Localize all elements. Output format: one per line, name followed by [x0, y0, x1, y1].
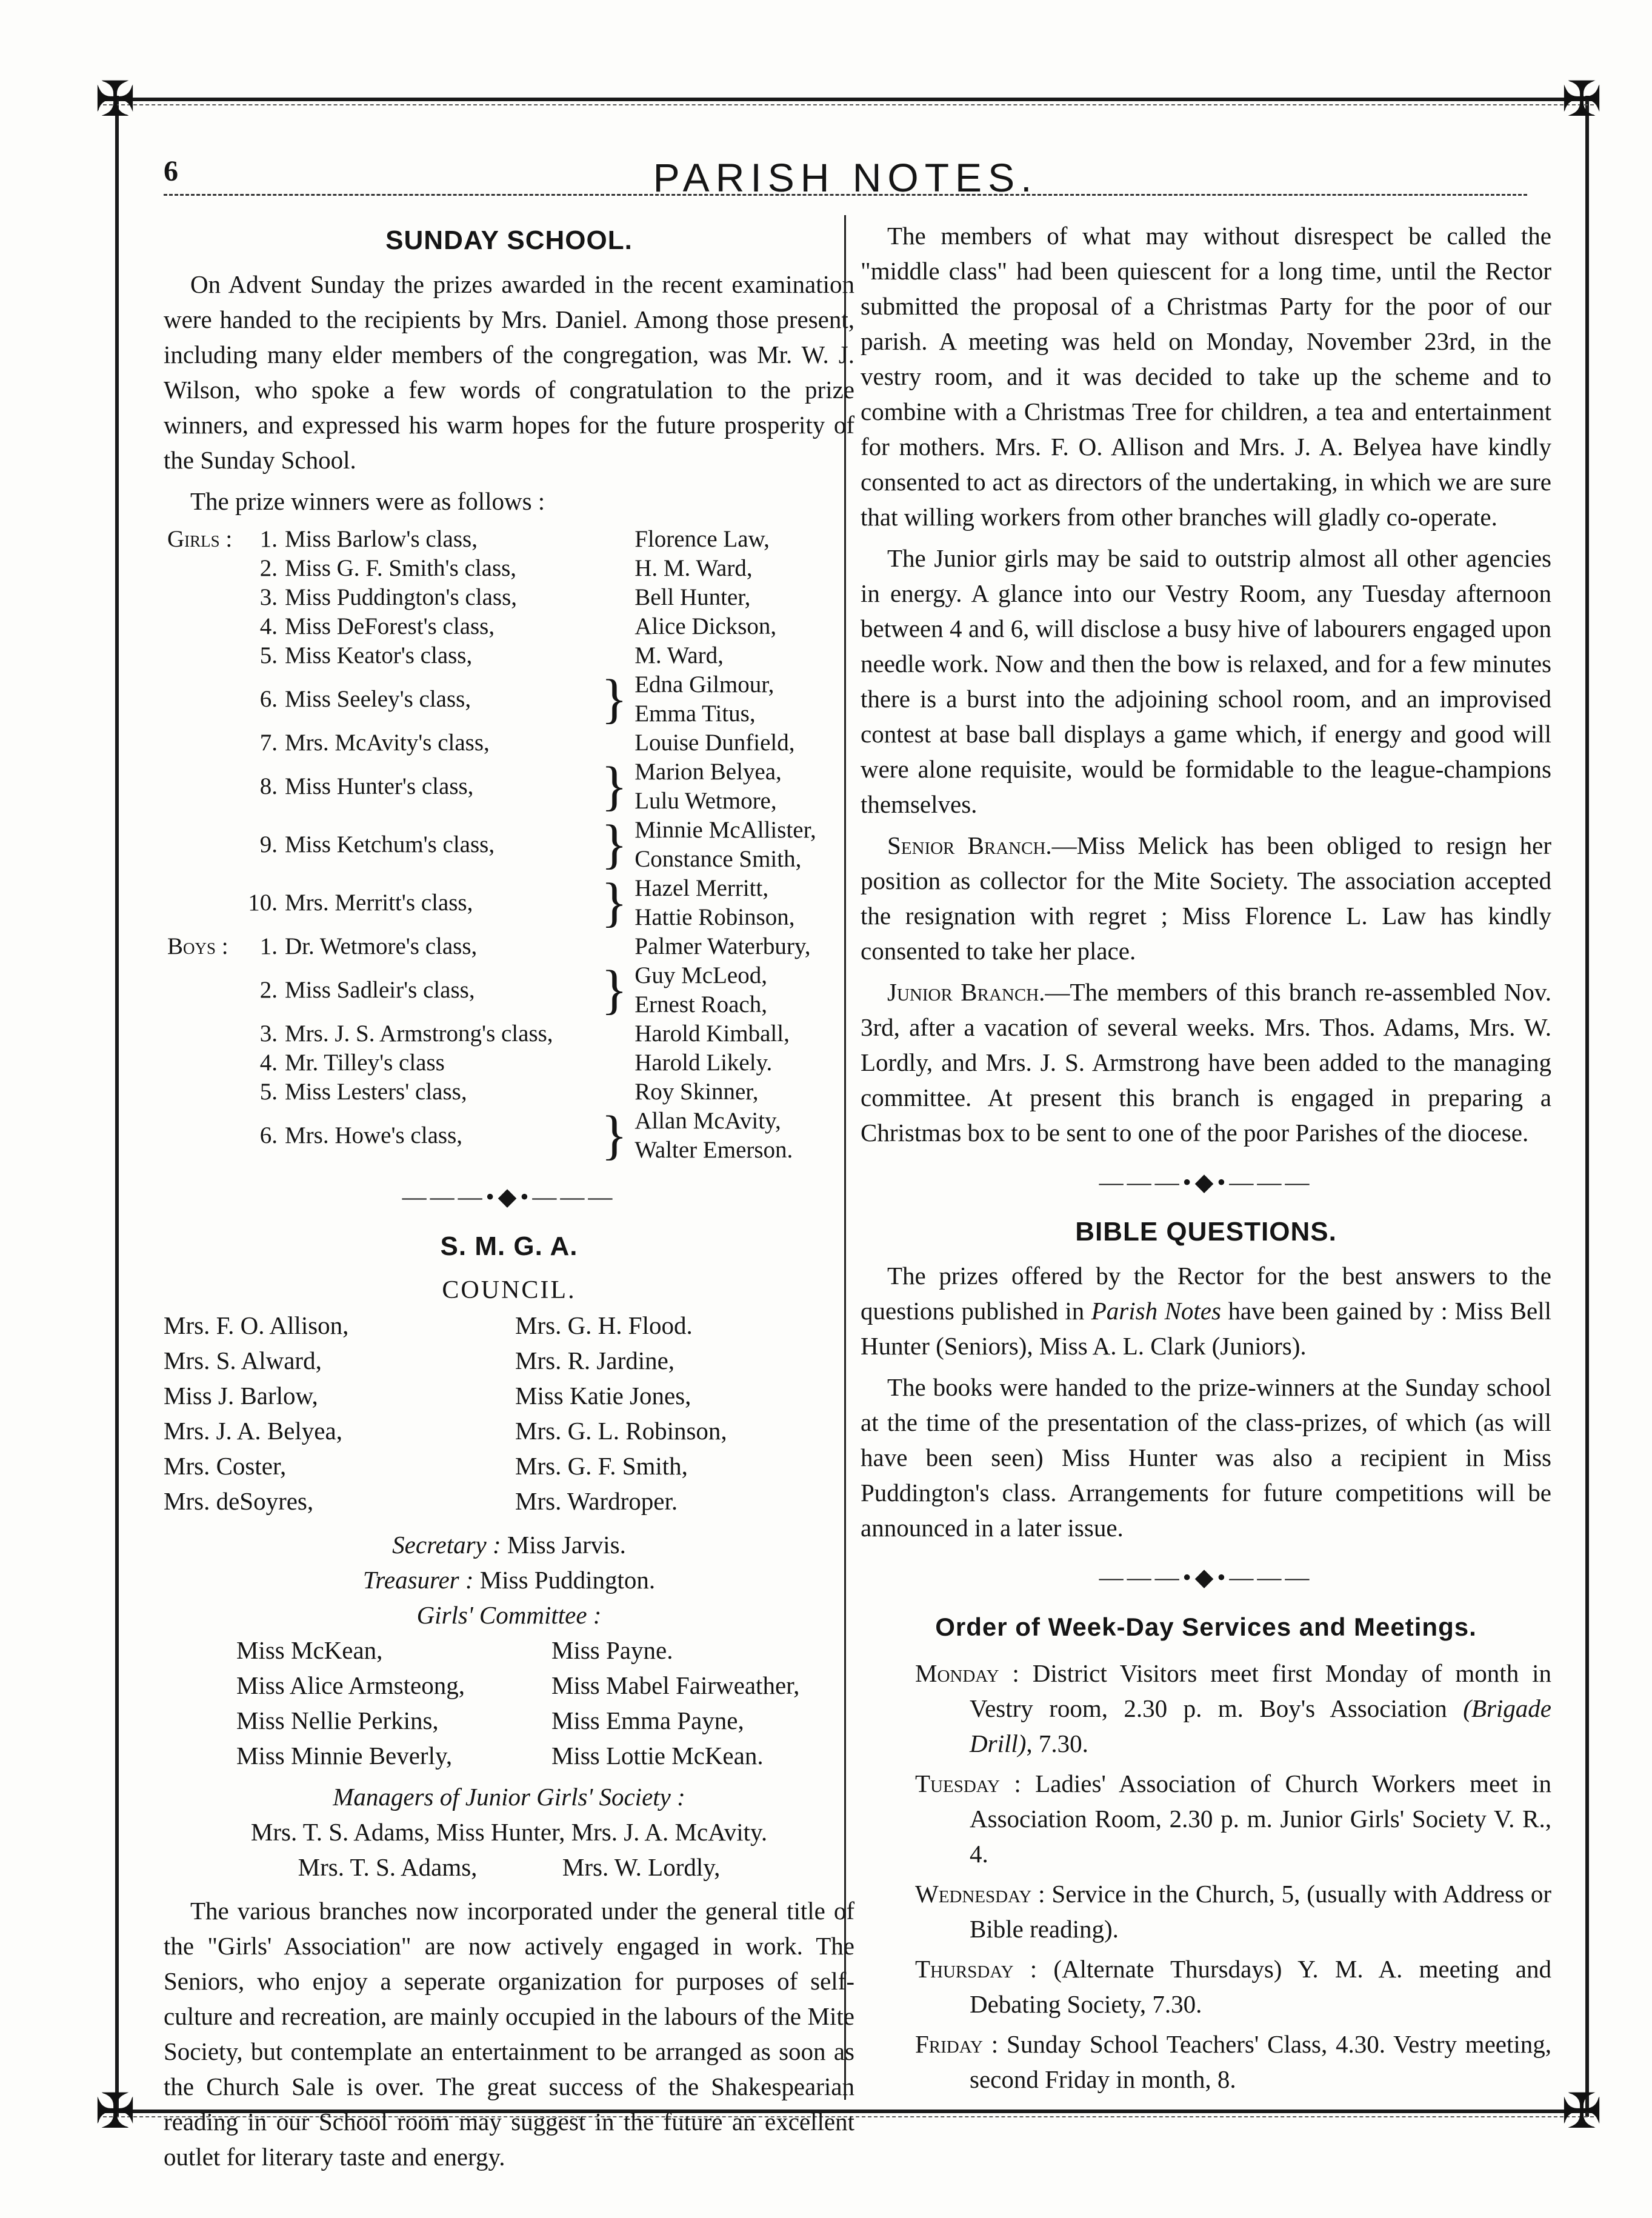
winner-name: Florence Law, — [634, 526, 770, 552]
section-divider: ———•◆•——— — [1099, 1168, 1313, 1196]
winner-names — [631, 1077, 820, 1107]
top-border-rule — [103, 96, 1594, 107]
secretary-line — [164, 1527, 854, 1562]
service-item — [915, 2027, 1551, 2097]
winner-name: Allan McAvity, — [634, 1108, 781, 1134]
bible-text: The prizes offered by the Rector for the best answers to the questions published in — [861, 1262, 1551, 1325]
page-header — [164, 136, 1527, 209]
council-member: Mrs. G. L. Robinson, — [515, 1417, 727, 1445]
secretary-name: Miss Jarvis. — [507, 1531, 626, 1559]
prize-row — [164, 758, 820, 816]
class-number: 2. — [259, 977, 278, 1003]
bible-text: have been gained by : Miss Bell Hunter (Seniors), Miss A. L. Clark (Juniors). — [861, 1297, 1552, 1360]
managers-line-1: Mrs. T. S. Adams, Miss Hunter, Mrs. J. A. McAvity. — [250, 1818, 768, 1846]
class-name: Miss DeForest's class, — [285, 613, 495, 639]
prize-row — [164, 932, 820, 961]
header-rule — [164, 194, 1527, 196]
group-label — [164, 670, 238, 728]
cross-ornament-icon: ✠ — [1561, 2085, 1602, 2139]
winner-names — [631, 1048, 820, 1077]
brace-icon: } — [601, 960, 628, 1020]
council-member: Mrs. deSoyres, — [164, 1487, 314, 1515]
group-label: Girls : — [167, 526, 233, 552]
winner-names — [631, 1107, 820, 1165]
group-label — [164, 554, 238, 583]
committee-member: Miss Minnie Beverly, — [236, 1742, 453, 1770]
left-column — [164, 218, 854, 2180]
service-item — [915, 1656, 1551, 1761]
class-name: Miss Seeley's class, — [285, 686, 471, 712]
service-item — [915, 1766, 1551, 1871]
class-number: 8. — [259, 773, 278, 799]
bible-questions-heading: BIBLE QUESTIONS. — [1075, 1217, 1337, 1247]
class-name: Miss Sadleir's class, — [285, 977, 475, 1003]
services-list — [861, 1656, 1551, 2097]
committee-member: Miss Lottie McKean. — [551, 1742, 764, 1770]
treasurer-line — [164, 1562, 854, 1597]
class-name: Miss G. F. Smith's class, — [285, 555, 517, 581]
page-number: 6 — [164, 155, 178, 187]
winner-name: H. M. Ward, — [634, 555, 753, 581]
sunday-school-heading: SUNDAY SCHOOL. — [385, 225, 633, 255]
service-italic: (Brigade Drill) — [970, 1694, 1551, 1757]
manager-name: Mrs. W. Lordly, — [562, 1853, 721, 1881]
council-member: Miss J. Barlow, — [164, 1382, 318, 1410]
committee-member: Miss Alice Armsteong, — [236, 1671, 465, 1699]
group-label: Boys : — [167, 933, 228, 959]
prize-row — [164, 670, 820, 728]
committee-member: Miss Payne. — [551, 1636, 673, 1664]
class-name: Mrs. McAvity's class, — [285, 730, 490, 756]
winner-name: Guy McLeod, — [634, 962, 767, 988]
senior-branch-paragraph — [861, 828, 1551, 968]
class-number: 9. — [259, 831, 278, 858]
committee-left-column — [236, 1633, 539, 1773]
winner-name: Ernest Roach, — [634, 991, 767, 1017]
class-name: Miss Puddington's class, — [285, 584, 517, 610]
service-item — [915, 1951, 1551, 2022]
class-number: 6. — [259, 686, 278, 712]
council-member: Mrs. R. Jardine, — [515, 1347, 675, 1374]
cross-ornament-icon: ✠ — [1561, 73, 1602, 127]
council-member: Mrs. Wardroper. — [515, 1487, 678, 1515]
winner-name: Alice Dickson, — [634, 613, 777, 639]
brace-icon — [598, 1077, 631, 1107]
winner-names — [631, 612, 820, 641]
committee-member: Miss McKean, — [236, 1636, 383, 1664]
class-number: 5. — [259, 1079, 278, 1105]
winner-names — [631, 554, 820, 583]
prize-row — [164, 554, 820, 583]
service-text: District Visitors meet first Monday of month in Vestry room, 2.30 p. m. Boy's Association — [970, 1659, 1552, 1722]
group-label — [164, 1048, 238, 1077]
brace-icon — [598, 612, 631, 641]
brace-icon: } — [601, 873, 628, 933]
group-label — [164, 1019, 238, 1048]
junior-branch-text: —The members of this branch re-assembled Nov. 3rd, after a vacation of several weeks. Mrs. Thos. Adams, Mrs. W. Lordly, and Mrs. J. S. Armstrong have been added to the managing committee. At present this branch is engaged in preparing a Christmas box to be sent to one of the poor Parishes of the diocese. — [861, 978, 1551, 1147]
sunday-school-intro: On Advent Sunday the prizes awarded in the recent examination were handed to the recipients by Mrs. Daniel. Among those present, including many elder members of the congregation, was Mr. W. J. Wilson, who spoke a few words of congratulation to the prize winners, and expressed his warm hopes for the future prosperity of the Sunday School. — [164, 270, 854, 474]
council-member: Mrs. J. A. Belyea, — [164, 1417, 342, 1445]
prize-winners-table — [164, 525, 820, 1165]
class-name: Miss Lesters' class, — [285, 1079, 467, 1105]
class-number: 3. — [259, 584, 278, 610]
class-number: 7. — [259, 730, 278, 756]
prize-row — [164, 583, 820, 612]
winner-name: Walter Emerson. — [634, 1137, 793, 1163]
council-member: Mrs. Coster, — [164, 1452, 287, 1480]
class-name: Mrs. Merritt's class, — [285, 890, 473, 916]
service-day: Tuesday : — [915, 1770, 1021, 1797]
group-label — [164, 728, 238, 758]
council-member: Mrs. S. Alward, — [164, 1347, 322, 1374]
service-tail: , 7.30. — [1026, 1730, 1088, 1757]
junior-branch-paragraph — [861, 974, 1551, 1150]
council-member: Miss Katie Jones, — [515, 1382, 691, 1410]
winner-name: Minnie McAllister, — [634, 817, 816, 843]
managers-line-2 — [164, 1850, 854, 1885]
service-text: Ladies' Association of Church Workers meet in Association Room, 2.30 p. m. Junior Girls' Society V. R., 4. — [970, 1770, 1552, 1868]
right-column — [861, 218, 1551, 2102]
group-label — [164, 641, 238, 670]
class-number: 4. — [259, 1050, 278, 1076]
council-right-column — [515, 1308, 854, 1519]
winner-name: Bell Hunter, — [634, 584, 751, 610]
winner-names — [631, 525, 820, 554]
class-name: Miss Hunter's class, — [285, 773, 474, 799]
winner-names — [631, 961, 820, 1019]
middle-class-paragraph: The members of what may without disrespect be called the "middle class" had been quiescent for a long time, until the Rector submitted the proposal of a Christmas Party for the poor of our parish. A meeting was held on Monday, November 23rd, in the vestry room, and it was decided to take up the scheme and to combine with a Christmas Tree for children, a tea and entertainment for mothers. Mrs. F. O. Allison and Mrs. J. A. Belyea have kindly consented to act as directors of the undertaking, in which we are sure that willing workers from other branches will gladly co-operate. — [861, 222, 1551, 531]
brace-icon: } — [601, 814, 628, 874]
class-name: Mr. Tilley's class — [285, 1050, 445, 1076]
group-label — [164, 758, 238, 816]
brace-icon — [598, 583, 631, 612]
class-name: Mrs. J. S. Armstrong's class, — [285, 1021, 553, 1047]
brace-icon — [598, 525, 631, 554]
class-name: Dr. Wetmore's class, — [285, 933, 478, 959]
prize-row — [164, 816, 820, 874]
committee-member: Miss Emma Payne, — [551, 1707, 744, 1734]
council-left-column — [164, 1308, 503, 1519]
brace-icon — [598, 554, 631, 583]
group-label — [164, 816, 238, 874]
prize-row — [164, 612, 820, 641]
winner-names — [631, 758, 820, 816]
brace-icon: } — [601, 669, 628, 729]
winner-name: Palmer Waterbury, — [634, 933, 811, 959]
service-text: (Alternate Thursdays) Y. M. A. meeting and Debating Society, 7.30. — [970, 1955, 1551, 2018]
class-number: 2. — [259, 555, 278, 581]
section-divider: ———•◆•——— — [402, 1183, 616, 1210]
service-day: Monday : — [915, 1659, 1019, 1687]
winner-name: Emma Titus, — [634, 701, 756, 727]
winner-name: Harold Kimball, — [634, 1021, 790, 1047]
winner-name: Louise Dunfield, — [634, 730, 795, 756]
committee-member: Miss Mabel Fairweather, — [551, 1671, 800, 1699]
prize-list-intro: The prize winners were as follows : — [190, 487, 545, 515]
service-day: Thursday : — [915, 1955, 1037, 1983]
winner-names — [631, 670, 820, 728]
cross-ornament-icon: ✠ — [95, 73, 136, 127]
treasurer-name: Miss Puddington. — [479, 1566, 656, 1594]
class-name: Miss Barlow's class, — [285, 526, 478, 552]
winner-name: Marion Belyea, — [634, 759, 782, 785]
winner-name: Hattie Robinson, — [634, 904, 795, 930]
brace-icon — [598, 1019, 631, 1048]
prize-row — [164, 874, 820, 932]
class-name: Miss Ketchum's class, — [285, 831, 495, 858]
services-heading: Order of Week-Day Services and Meetings. — [935, 1613, 1477, 1641]
council-member: Mrs. G. H. Flood. — [515, 1311, 693, 1339]
winner-names — [631, 728, 820, 758]
committee-right-column — [551, 1633, 854, 1773]
senior-branch-text: —Miss Melick has been obliged to resign her position as collector for the Mite Society. The association accepted the resignation with regret ; Miss Florence L. Law has kindly consented to take her place. — [861, 831, 1551, 965]
prize-row — [164, 1048, 820, 1077]
senior-branch-label: Senior Branch. — [887, 831, 1052, 859]
parish-notes-title: Parish Notes — [1091, 1297, 1221, 1325]
group-label — [164, 583, 238, 612]
winner-name: Lulu Wetmore, — [634, 788, 777, 814]
prize-row — [164, 641, 820, 670]
service-day: Wednesday : — [915, 1880, 1045, 1908]
smga-heading: S. M. G. A. — [440, 1231, 578, 1261]
winner-name: Hazel Merritt, — [634, 875, 769, 901]
winner-name: Constance Smith, — [634, 846, 802, 872]
winner-names — [631, 816, 820, 874]
bible-prizes-paragraph — [861, 1258, 1551, 1364]
winner-name: Harold Likely. — [634, 1050, 773, 1076]
council-heading: COUNCIL. — [442, 1276, 576, 1304]
council-list — [164, 1308, 854, 1519]
winner-names — [631, 874, 820, 932]
prize-row — [164, 1019, 820, 1048]
winner-name: M. Ward, — [634, 642, 724, 668]
council-member: Mrs. G. F. Smith, — [515, 1452, 688, 1480]
girls-committee-label: Girls' Committee : — [416, 1601, 602, 1629]
prize-row — [164, 728, 820, 758]
prize-row — [164, 525, 820, 554]
class-number: 1. — [259, 933, 278, 959]
managers-label: Managers of Junior Girls' Society : — [333, 1783, 685, 1811]
junior-girls-paragraph: The Junior girls may be said to outstrip almost all other agencies in energy. A glance into our Vestry Room, any Tuesday afternoon between 4 and 6, will disclose a busy hive of labourers engaged upon needle work. Now and then the bow is relaxed, and for a few minutes there is a burst into the adjoining school room, and an improvised contest at base ball displays a game which, if energy and good will were alone requisite, would be formidable to the league-champions themselves. — [861, 544, 1551, 818]
winner-names — [631, 583, 820, 612]
service-text: Service in the Church, 5, (usually with Address or Bible reading). — [970, 1880, 1551, 1943]
group-label — [164, 1107, 238, 1165]
girls-association-paragraph: The various branches now incorporated under the general title of the "Girls' Association" are now actively engaged in work. The Seniors, who enjoy a seperate organization for purposes of self-culture and recreation, are mainly occupied in the labours of the Mite Society, but contemplate an entertainment to be arranged as soon as the Church Sale is over. The great success of the Shakespearian reading in our School room may suggest in the future an excellent outlet for literary taste and energy. — [164, 1897, 854, 2171]
running-title: PARISH NOTES. — [653, 155, 1038, 200]
brace-icon — [598, 728, 631, 758]
group-label — [164, 961, 238, 1019]
committee-member: Miss Nellie Perkins, — [236, 1707, 439, 1734]
service-item — [915, 1876, 1551, 1947]
bible-books-paragraph: The books were handed to the prize-winners at the Sunday school at the time of the presentation of the class-prizes, of which (as will have been seen) Miss Hunter was also a recipient in Miss Puddington's class. Arrangements for future competitions will be announced in a later issue. — [861, 1373, 1551, 1542]
class-number: 1. — [259, 526, 278, 552]
brace-icon: } — [601, 1105, 628, 1165]
group-label — [164, 612, 238, 641]
brace-icon — [598, 932, 631, 961]
prize-row — [164, 961, 820, 1019]
prize-row — [164, 1107, 820, 1165]
brace-icon — [598, 1048, 631, 1077]
class-number: 4. — [259, 613, 278, 639]
winner-names — [631, 641, 820, 670]
class-number: 6. — [259, 1122, 278, 1148]
class-number: 3. — [259, 1021, 278, 1047]
brace-icon — [598, 641, 631, 670]
junior-branch-label: Junior Branch. — [887, 978, 1045, 1006]
prize-row — [164, 1077, 820, 1107]
brace-icon: } — [601, 756, 628, 816]
cross-ornament-icon: ✠ — [95, 2085, 136, 2139]
group-label — [164, 1077, 238, 1107]
winner-names — [631, 1019, 820, 1048]
treasurer-label: Treasurer : — [362, 1566, 474, 1594]
class-name: Mrs. Howe's class, — [285, 1122, 462, 1148]
service-day: Friday : — [915, 2030, 999, 2058]
winner-name: Roy Skinner, — [634, 1079, 759, 1105]
secretary-label: Secretary : — [392, 1531, 501, 1559]
winner-name: Edna Gilmour, — [634, 671, 774, 698]
group-label — [164, 874, 238, 932]
class-number: 5. — [259, 642, 278, 668]
service-text: Sunday School Teachers' Class, 4.30. Vestry meeting, second Friday in month, 8. — [970, 2030, 1551, 2093]
section-divider: ———•◆•——— — [1099, 1564, 1313, 1591]
girls-committee-list — [164, 1633, 854, 1773]
council-member: Mrs. F. O. Allison, — [164, 1311, 349, 1339]
manager-name: Mrs. T. S. Adams, — [298, 1853, 478, 1881]
class-number: 10. — [248, 890, 278, 916]
winner-names — [631, 932, 820, 961]
page-content — [127, 118, 1570, 2171]
class-name: Miss Keator's class, — [285, 642, 473, 668]
